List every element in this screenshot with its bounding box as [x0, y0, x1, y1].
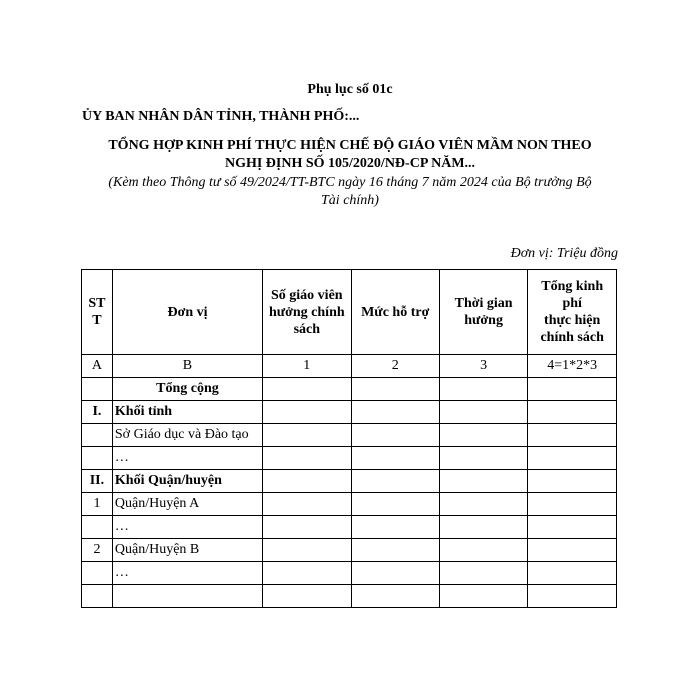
value-cell [263, 470, 351, 493]
value-cell [263, 539, 351, 562]
column-index-row [82, 355, 617, 378]
value-cell [263, 493, 351, 516]
document-subtitle [70, 174, 630, 210]
row-stt: II. [82, 470, 113, 493]
value-cell [528, 378, 617, 401]
value-cell [263, 447, 351, 470]
document-title [60, 137, 640, 173]
row-stt: 1 [82, 493, 113, 516]
row-stt [82, 516, 113, 539]
table-row [82, 516, 617, 539]
value-cell [263, 424, 351, 447]
value-cell [528, 493, 617, 516]
index-cell: B [112, 355, 262, 378]
value-cell [528, 424, 617, 447]
value-cell [439, 585, 527, 608]
table-row [82, 470, 617, 493]
table-row [82, 401, 617, 424]
header-teachers [263, 270, 351, 355]
row-stt: 2 [82, 539, 113, 562]
value-cell [351, 539, 439, 562]
row-unit [112, 585, 262, 608]
funding-table [81, 269, 617, 608]
row-unit: … [112, 447, 262, 470]
value-cell [439, 562, 527, 585]
row-unit: Quận/Huyện B [112, 539, 262, 562]
row-unit: … [112, 516, 262, 539]
value-cell [351, 378, 439, 401]
value-cell [439, 516, 527, 539]
value-cell [528, 539, 617, 562]
row-stt [82, 562, 113, 585]
subtitle-line-2: Tài chính) [321, 193, 379, 208]
value-cell [351, 401, 439, 424]
value-cell [263, 378, 351, 401]
header-time-line-1: Thời gian [454, 296, 513, 311]
index-cell: 3 [439, 355, 527, 378]
value-cell [439, 378, 527, 401]
value-cell [351, 447, 439, 470]
value-cell [439, 493, 527, 516]
row-unit: Khối tỉnh [112, 401, 262, 424]
authority-line: ỦY BAN NHÂN DÂN TỈNH, THÀNH PHỐ:... [82, 109, 360, 124]
row-stt: I. [82, 401, 113, 424]
header-time [439, 270, 527, 355]
table-row [82, 562, 617, 585]
row-stt [82, 424, 113, 447]
header-total [528, 270, 617, 355]
value-cell [351, 424, 439, 447]
table-row [82, 424, 617, 447]
subtitle-line-1: (Kèm theo Thông tư số 49/2024/TT-BTC ngày 16 tháng 7 năm 2024 của Bộ trưởng Bộ [108, 175, 592, 190]
header-teachers-line-1: Số giáo viên [271, 287, 343, 303]
table-row [82, 493, 617, 516]
row-unit: Khối Quận/huyện [112, 470, 262, 493]
title-line-1: TỔNG HỢP KINH PHÍ THỰC HIỆN CHẾ ĐỘ GIÁO VIÊN MẦM NON THEO [108, 138, 592, 153]
value-cell [263, 516, 351, 539]
row-stt [82, 378, 113, 401]
value-cell [528, 470, 617, 493]
value-cell [263, 585, 351, 608]
value-cell [351, 562, 439, 585]
header-stt-line-2: T [92, 313, 102, 328]
header-level: Mức hỗ trợ [351, 270, 439, 355]
header-unit: Đơn vị [112, 270, 262, 355]
header-teachers-line-3: sách [293, 321, 321, 337]
value-cell [351, 470, 439, 493]
value-cell [528, 447, 617, 470]
header-total-line-2: thực hiện [544, 313, 601, 328]
unit-label: Đơn vị: Triệu đồng [510, 246, 618, 261]
value-cell [528, 401, 617, 424]
index-cell: 1 [263, 355, 351, 378]
value-cell [351, 493, 439, 516]
table-header-row [82, 270, 617, 355]
value-cell [263, 562, 351, 585]
value-cell [439, 401, 527, 424]
value-cell [528, 516, 617, 539]
header-stt [82, 270, 113, 355]
table-row [82, 539, 617, 562]
row-unit: Sở Giáo dục và Đào tạo [112, 424, 262, 447]
index-cell: A [82, 355, 113, 378]
row-stt [82, 585, 113, 608]
table-row [82, 447, 617, 470]
value-cell [439, 424, 527, 447]
value-cell [439, 470, 527, 493]
header-total-line-1: Tổng kinh phí [541, 279, 604, 311]
table-row [82, 378, 617, 401]
header-stt-line-1: ST [88, 296, 106, 311]
value-cell [528, 562, 617, 585]
table-row [82, 585, 617, 608]
header-time-line-2: hưởng [464, 313, 503, 328]
index-cell: 4=1*2*3 [528, 355, 617, 378]
title-line-2: NGHỊ ĐỊNH SỐ 105/2020/NĐ-CP NĂM... [224, 156, 476, 171]
index-cell: 2 [351, 355, 439, 378]
value-cell [439, 447, 527, 470]
header-total-line-3: chính sách [540, 330, 604, 345]
row-unit: Tổng cộng [112, 378, 262, 401]
value-cell [439, 539, 527, 562]
row-unit: Quận/Huyện A [112, 493, 262, 516]
row-stt [82, 447, 113, 470]
header-teachers-line-2: hưởng chính [268, 304, 345, 320]
value-cell [263, 401, 351, 424]
value-cell [528, 585, 617, 608]
appendix-label: Phụ lục số 01c [307, 82, 393, 97]
value-cell [351, 516, 439, 539]
row-unit: … [112, 562, 262, 585]
value-cell [351, 585, 439, 608]
